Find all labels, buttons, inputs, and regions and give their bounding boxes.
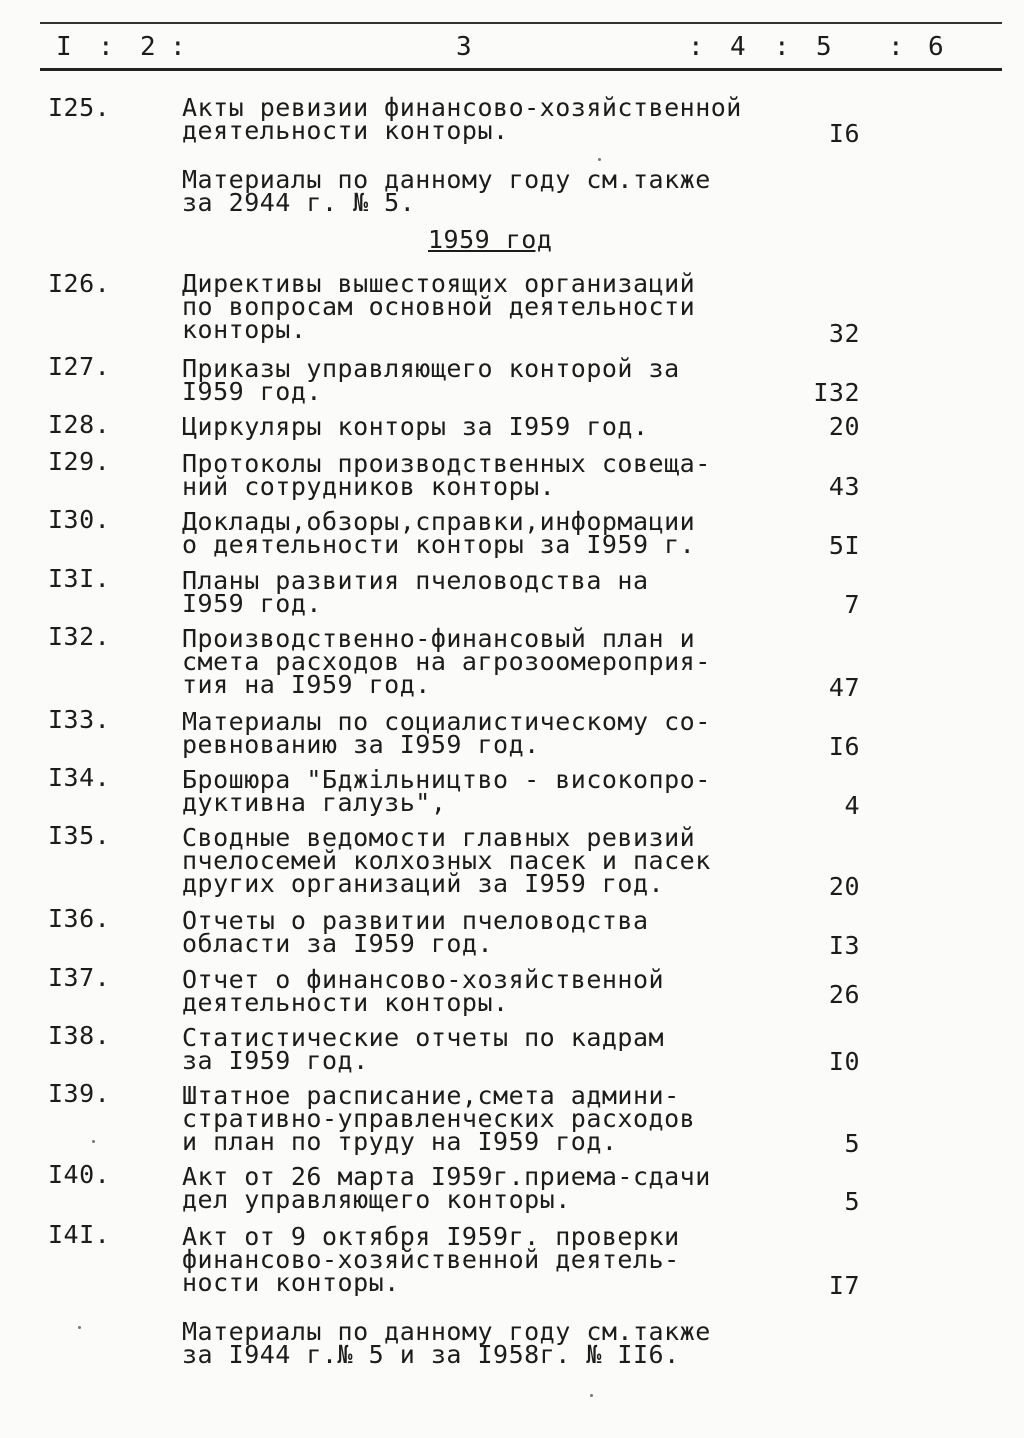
entry-sheet-count: 5 [844,1187,860,1216]
entry-number: I33. [48,705,111,734]
entry-sheet-count: 4 [844,791,860,820]
entry-title: Статистические отчеты по кадрам за I959 год. [182,1023,665,1075]
entry-sheet-count: 20 [828,872,860,901]
scan-speck [598,158,601,161]
entry-title: Циркуляры конторы за I959 год. [182,412,649,441]
entry-number: I32. [48,622,111,651]
entry-sheet-count: 43 [828,472,860,501]
entry-sheet-count: 47 [828,673,860,702]
entry-title: Приказы управляющего конторой за I959 год. [182,354,680,406]
entry-sheet-count: 26 [828,980,860,1009]
header-col-3: 3 [456,32,473,62]
entry-number: I38. [48,1021,111,1050]
entry-title: Протоколы производственных совеща- ний сотрудников конторы. [182,449,711,501]
header-separator: : [888,32,905,62]
header-col-6: 6 [928,32,945,62]
entry-sheet-count: I6 [828,119,860,148]
header-col-2: 2 [140,32,157,62]
header-bottom-rule [40,68,1002,71]
scan-speck [78,1326,81,1329]
entry-title: Акты ревизии финансово-хозяйственной деятельности конторы. [182,93,742,145]
entry-number: I39. [48,1079,111,1108]
entry-sheet-count: I3 [828,931,860,960]
scan-speck [92,1140,95,1143]
entry-sheet-count: 5 [844,1129,860,1158]
entry-title: Планы развития пчеловодства на I959 год. [182,566,649,618]
entry-title: Сводные ведомости главных ревизий пчелосемей колхозных пасек и пасек других организаций за I959 год. [182,823,711,898]
entry-sheet-count: 20 [828,412,860,441]
entry-number: I34. [48,763,111,792]
entry-sheet-count: 32 [828,319,860,348]
entry-title: Директивы вышестоящих организаций по вопросам основной деятельности конторы. [182,269,696,344]
entry-title: Отчеты о развитии пчеловодства области за I959 год. [182,906,649,958]
entry-sheet-count: I0 [828,1047,860,1076]
header-separator: : [170,32,187,62]
entry-number: I3I. [48,564,111,593]
cross-reference-note: Материалы по данному году см.также за I944 г.№ 5 и за I958г. № II6. [182,1317,711,1369]
entry-sheet-count: 5I [828,531,860,560]
entry-title: Акт от 9 октября I959г. проверки финансово-хозяйственной деятель- ности конторы. [182,1222,680,1297]
entry-number: I4I. [48,1220,111,1249]
header-col-4: 4 [730,32,747,62]
cross-reference-note: Материалы по данному году см.также за 2944 г. № 5. [182,165,711,217]
entry-title: Акт от 26 марта I959г.приема-сдачи дел управляющего конторы. [182,1162,711,1214]
year-heading: 1959 год [428,225,553,254]
entry-number: I35. [48,821,111,850]
entry-number: I40. [48,1160,111,1189]
entry-title: Производственно-финансовый план и смета расходов на агрозоомероприя- тия на I959 год. [182,624,711,699]
entry-sheet-count: I6 [828,732,860,761]
entry-title: Брошюра "Бджiльництво - високопро- дуктивна галузь", [182,765,711,817]
header-separator: : [98,32,115,62]
entry-sheet-count: I7 [828,1271,860,1300]
entry-sheet-count: I32 [813,378,860,407]
entry-number: I25. [48,93,111,122]
entry-number: I26. [48,269,111,298]
entry-sheet-count: 7 [844,590,860,619]
header-separator: : [688,32,705,62]
entry-title: Материалы по социалистическому со- ревнованию за I959 год. [182,707,711,759]
header-separator: : [774,32,791,62]
entry-title: Доклады,обзоры,справки,информации о деятельности конторы за I959 г. [182,507,696,559]
entry-number: I36. [48,904,111,933]
header-col-5: 5 [816,32,833,62]
entry-title: Штатное расписание,смета админи- стративно-управленческих расходов и план по труду на I959 год. [182,1081,696,1156]
entry-number: I29. [48,447,111,476]
entry-title: Отчет о финансово-хозяйственной деятельности конторы. [182,965,665,1017]
entry-number: I27. [48,352,111,381]
entry-number: I37. [48,963,111,992]
entry-number: I28. [48,410,111,439]
entry-number: I30. [48,505,111,534]
scan-speck [590,1394,593,1397]
header-top-rule [40,22,1002,24]
header-col-1: I [56,32,73,62]
